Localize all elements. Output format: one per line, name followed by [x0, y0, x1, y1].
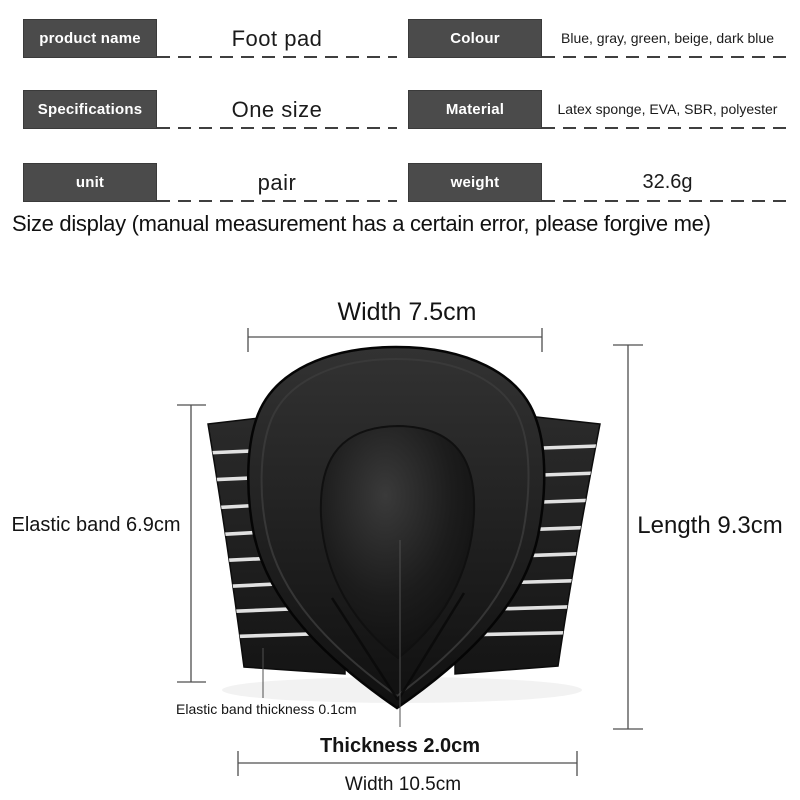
spec-label-box-material: Material	[408, 90, 542, 129]
elastic-band-thickness-label: Elastic band thickness 0.1cm	[176, 701, 357, 717]
bottom-width-label: Width 10.5cm	[344, 774, 462, 795]
spec-value-product-name: Foot pad	[231, 26, 323, 51]
spec-label-box-product-name: product name	[23, 19, 157, 58]
spec-value-colour: Blue, gray, green, beige, dark blue	[561, 30, 774, 46]
spec-value-specifications: One size	[231, 97, 323, 122]
length-label: Length 9.3cm	[637, 512, 783, 539]
top-width-label: Width 7.5cm	[337, 298, 477, 326]
size-display-note: Size display (manual measurement has a certain error, please forgive me)	[12, 211, 711, 236]
spec-value-material: Latex sponge, EVA, SBR, polyester	[557, 101, 778, 117]
spec-label-box-weight: weight	[408, 163, 542, 202]
thickness-label: Thickness 2.0cm	[319, 735, 481, 757]
foot-pad-photo	[205, 347, 602, 708]
spec-label-box-specifications: Specifications	[23, 90, 157, 129]
elastic-band-label: Elastic band 6.9cm	[11, 514, 181, 536]
spec-value-weight: 32.6g	[642, 171, 693, 193]
spec-label-box-colour: Colour	[408, 19, 542, 58]
elastic-band-measure-line	[177, 405, 206, 682]
spec-value-unit: pair	[257, 170, 297, 195]
spec-label-box-unit: unit	[23, 163, 157, 202]
